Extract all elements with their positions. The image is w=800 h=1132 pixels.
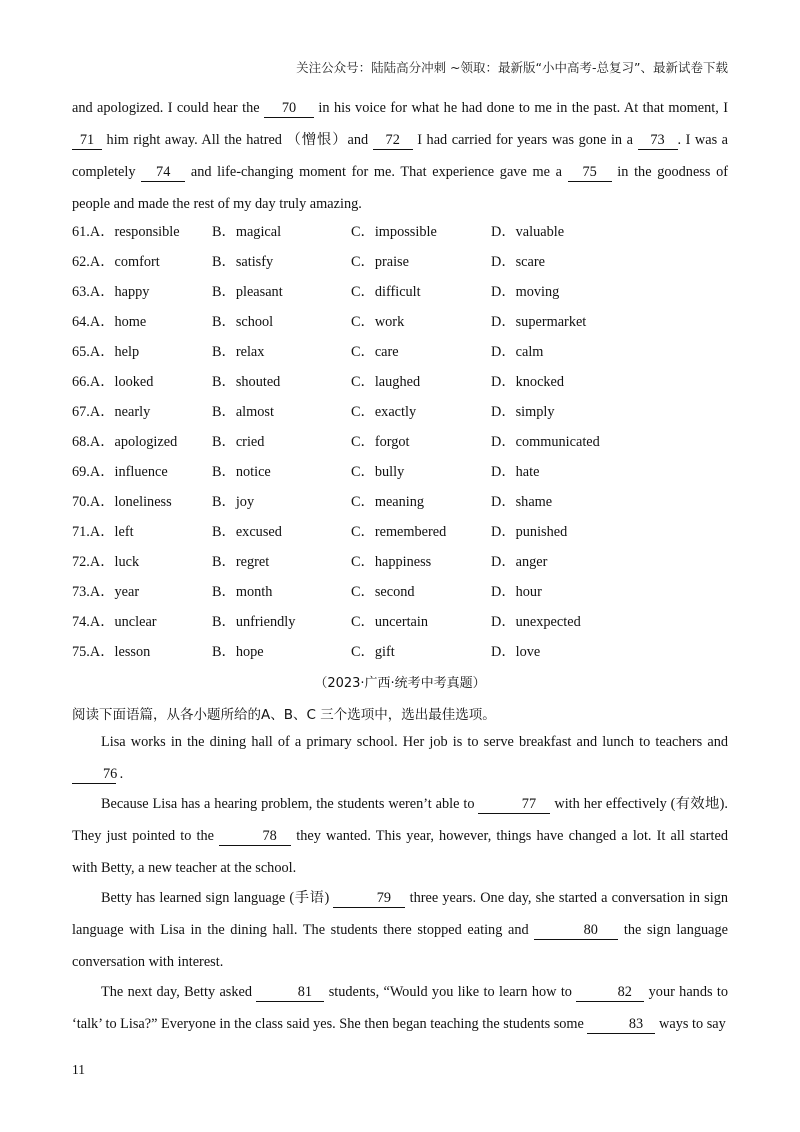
blank-73[interactable]: 73 <box>638 131 678 150</box>
blank-81[interactable]: 81 <box>256 983 324 1002</box>
passage-2-paragraph-4: The next day, Betty asked 81 students, “Would you like to learn how to 82 your hands to ‘talk’ to Lisa?” Everyone in the class said yes. She then began teaching the students some 83 ways to say <box>72 984 729 1032</box>
option-a[interactable]: 61.A．responsible <box>72 224 180 240</box>
blank-77[interactable]: 77 <box>478 795 550 814</box>
question-64 <box>72 310 728 340</box>
question-66 <box>72 370 728 400</box>
passage-2-paragraph-3: Betty has learned sign language (手语) 79 three years. One day, she started a conversation in sign language with Lisa in the dining hall. The students there stopped eating and 80 the sign language conversation with interest. <box>72 890 729 970</box>
blank-83[interactable]: 83 <box>587 1015 655 1034</box>
blank-79[interactable]: 79 <box>333 889 405 908</box>
question-74 <box>72 610 728 640</box>
option-c[interactable]: C．work <box>351 314 405 330</box>
option-c[interactable]: C．meaning <box>351 494 425 510</box>
option-d[interactable]: D．calm <box>491 344 544 360</box>
option-c[interactable]: C．bully <box>351 464 405 480</box>
passage-2-paragraph-1: Lisa works in the dining hall of a primary school. Her job is to serve breakfast and lunch to teachers and 76 . <box>72 726 728 790</box>
instruction: 阅读下面语篇，从各小题所给的A、B、C 三个选项中，选出最佳选项。 <box>72 707 496 723</box>
question-63 <box>72 280 728 310</box>
page-header: 关注公众号：陆陆高分冲刺 ~领取：最新版“小中高考-总复习”、最新试卷下载 <box>296 60 728 75</box>
blank-71[interactable]: 71 <box>72 131 102 150</box>
option-d[interactable]: D．simply <box>491 404 555 420</box>
question-62 <box>72 250 728 280</box>
blank-72[interactable]: 72 <box>373 131 413 150</box>
source-citation: （2023·广西·统考中考真题） <box>314 676 486 691</box>
option-b[interactable]: B．cried <box>212 434 265 450</box>
option-c[interactable]: C．uncertain <box>351 614 429 630</box>
question-61 <box>72 220 728 250</box>
question-65 <box>72 340 728 370</box>
question-73 <box>72 580 728 610</box>
option-b[interactable]: B．pleasant <box>212 284 283 300</box>
option-b[interactable]: B．relax <box>212 344 265 360</box>
option-a[interactable]: 72.A．luck <box>72 554 140 570</box>
option-b[interactable]: B．school <box>212 314 274 330</box>
option-b[interactable]: B．hope <box>212 644 264 660</box>
option-a[interactable]: 62.A．comfort <box>72 254 160 270</box>
blank-80[interactable]: 80 <box>534 921 618 940</box>
option-b[interactable]: B．satisfy <box>212 254 274 270</box>
option-d[interactable]: D．valuable <box>491 224 565 240</box>
question-75 <box>72 640 728 670</box>
option-b[interactable]: B．shouted <box>212 374 281 390</box>
option-c[interactable]: C．happiness <box>351 554 432 570</box>
option-c[interactable]: C．gift <box>351 644 395 660</box>
blank-78[interactable]: 78 <box>219 827 291 846</box>
option-d[interactable]: D．anger <box>491 554 548 570</box>
option-a[interactable]: 65.A．help <box>72 344 140 360</box>
option-b[interactable]: B．month <box>212 584 273 600</box>
option-d[interactable]: D．hour <box>491 584 542 600</box>
option-c[interactable]: C．care <box>351 344 399 360</box>
option-d[interactable]: D．supermarket <box>491 314 587 330</box>
blank-75[interactable]: 75 <box>568 163 612 182</box>
option-a[interactable]: 69.A．influence <box>72 464 168 480</box>
option-a[interactable]: 68.A．apologized <box>72 434 178 450</box>
option-c[interactable]: C．difficult <box>351 284 421 300</box>
question-68 <box>72 430 728 460</box>
passage-1: and apologized. I could hear the 70 in his voice for what he had done to me in the past. At that moment, I 71 him right away. All the hatred （憎恨）and 72 I had carried for years was gone in a 73 . I was a completely 74 and life-changing moment for me. That experience gave me a 75 in the goodness of people and made the rest of my day truly amazing. <box>72 100 729 212</box>
option-d[interactable]: D．communicated <box>491 434 600 450</box>
option-d[interactable]: D．hate <box>491 464 540 480</box>
question-72 <box>72 550 728 580</box>
option-d[interactable]: D．moving <box>491 284 560 300</box>
question-67 <box>72 400 728 430</box>
option-c[interactable]: C．praise <box>351 254 409 270</box>
question-71 <box>72 520 728 550</box>
option-a[interactable]: 74.A．unclear <box>72 614 157 630</box>
option-c[interactable]: C．exactly <box>351 404 417 420</box>
option-d[interactable]: D．love <box>491 644 541 660</box>
question-69 <box>72 460 728 490</box>
passage-2-paragraph-2: Because Lisa has a hearing problem, the students weren’t able to 77 with her effectively (有效地). They just pointed to the 78 they wanted. This year, however, things have changed a lot. It all started with Betty, a new teacher at the school. <box>72 796 728 876</box>
option-d[interactable]: D．shame <box>491 494 553 510</box>
option-b[interactable]: B．joy <box>212 494 255 510</box>
option-c[interactable]: C．remembered <box>351 524 447 540</box>
option-a[interactable]: 73.A．year <box>72 584 140 600</box>
option-c[interactable]: C．laughed <box>351 374 421 390</box>
blank-82[interactable]: 82 <box>576 983 644 1002</box>
option-a[interactable]: 63.A．happy <box>72 284 150 300</box>
option-a[interactable]: 75.A．lesson <box>72 644 151 660</box>
blank-70[interactable]: 70 <box>264 99 314 118</box>
option-a[interactable]: 66.A．looked <box>72 374 154 390</box>
option-d[interactable]: D．punished <box>491 524 568 540</box>
blank-76[interactable]: 76 <box>72 765 116 784</box>
option-b[interactable]: B．notice <box>212 464 271 480</box>
blank-74[interactable]: 74 <box>141 163 185 182</box>
option-a[interactable]: 64.A．home <box>72 314 147 330</box>
option-b[interactable]: B．excused <box>212 524 282 540</box>
option-a[interactable]: 67.A．nearly <box>72 404 151 420</box>
option-d[interactable]: D．unexpected <box>491 614 581 630</box>
option-b[interactable]: B．magical <box>212 224 282 240</box>
options-list <box>72 220 728 670</box>
page-number: 11 <box>72 1062 85 1077</box>
question-70 <box>72 490 728 520</box>
option-c[interactable]: C．impossible <box>351 224 437 240</box>
option-c[interactable]: C．forgot <box>351 434 410 450</box>
option-b[interactable]: B．unfriendly <box>212 614 296 630</box>
option-b[interactable]: B．almost <box>212 404 274 420</box>
option-a[interactable]: 70.A．loneliness <box>72 494 172 510</box>
option-a[interactable]: 71.A．left <box>72 524 134 540</box>
option-c[interactable]: C．second <box>351 584 415 600</box>
option-b[interactable]: B．regret <box>212 554 270 570</box>
option-d[interactable]: D．knocked <box>491 374 565 390</box>
option-d[interactable]: D．scare <box>491 254 545 270</box>
